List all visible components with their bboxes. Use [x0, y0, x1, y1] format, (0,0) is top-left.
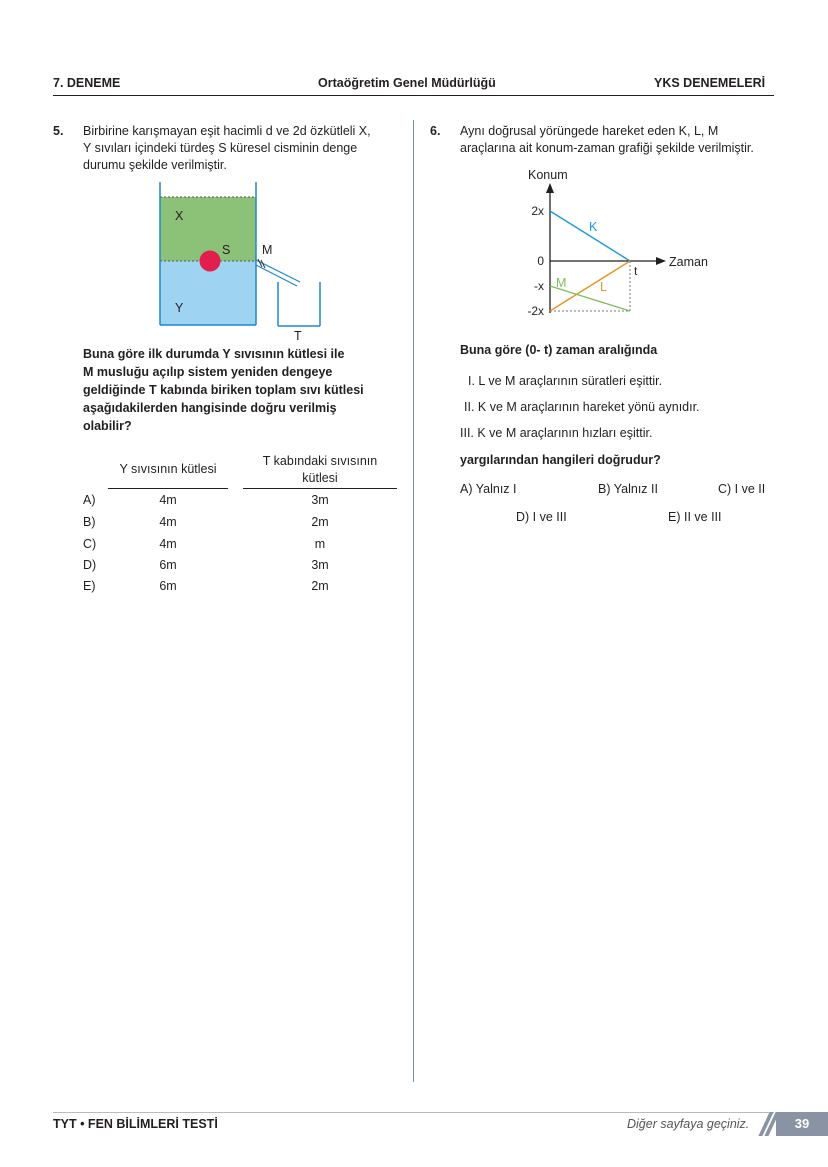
statement-2: II. K ve M araçlarının hareket yönü aynıdır.	[464, 400, 700, 414]
line-k	[550, 211, 630, 261]
tick-minus-x: -x	[534, 279, 544, 293]
q6-option-a[interactable]: A) Yalnız I	[460, 482, 517, 496]
q5-figure	[150, 180, 330, 342]
label-s: S	[222, 243, 231, 257]
option-a-label[interactable]: A)	[83, 493, 96, 507]
option-e-label[interactable]: E)	[83, 579, 96, 593]
tick-t: t	[634, 264, 638, 278]
option-b-t: 2m	[311, 515, 329, 529]
table-header-t-line1: T kabındaki sıvısının	[262, 454, 378, 468]
page-number: 39	[776, 1112, 828, 1136]
q5-question-line3: geldiğinde T kabında biriken toplam sıvı kütlesi	[83, 383, 364, 397]
sphere-s	[200, 251, 221, 272]
y-axis-arrow	[546, 183, 554, 193]
position-time-graph	[510, 163, 730, 325]
label-m: M	[262, 243, 273, 257]
option-c-t: m	[314, 537, 326, 551]
x-axis-arrow	[656, 257, 666, 265]
q6-option-c[interactable]: C) I ve II	[718, 482, 766, 496]
option-a-y: 4m	[159, 493, 177, 507]
q5-question-line2: M musluğu açılıp sistem yeniden dengeye	[83, 365, 333, 379]
label-x: X	[175, 209, 184, 223]
q6-option-e[interactable]: E) II ve III	[668, 510, 722, 524]
label-y: Y	[175, 301, 184, 315]
footer-rule	[53, 1112, 774, 1113]
table-header-y: Y sıvısının kütlesi	[119, 462, 217, 476]
header-right: YKS DENEMELERİ	[654, 76, 766, 90]
option-e-y: 6m	[159, 579, 177, 593]
tick-0: 0	[537, 254, 544, 268]
q5-stem-line1: Birbirine karışmayan eşit hacimli d ve 2d özkütleli X,	[83, 124, 371, 138]
q6-stem-line1: Aynı doğrusal yörüngede hareket eden K, L, M	[460, 124, 719, 138]
option-d-y: 6m	[159, 558, 177, 572]
q6-option-d[interactable]: D) I ve III	[516, 510, 567, 524]
footer-title: TYT • FEN BİLİMLERİ TESTİ	[53, 1117, 218, 1131]
table-header-t-line2: kütlesi	[302, 471, 338, 485]
option-e-t: 2m	[311, 579, 329, 593]
q6-option-b[interactable]: B) Yalnız II	[598, 482, 658, 496]
option-c-y: 4m	[159, 537, 177, 551]
tick-2x: 2x	[531, 204, 544, 218]
label-l: L	[600, 280, 607, 294]
header-rule	[53, 95, 774, 96]
x-axis-title: Zaman	[669, 255, 708, 269]
q6-number: 6.	[430, 124, 441, 138]
option-b-y: 4m	[159, 515, 177, 529]
label-t: T	[294, 329, 302, 342]
option-d-label[interactable]: D)	[83, 558, 97, 572]
q5-stem-line2: Y sıvıları içindeki türdeş S küresel cisminin denge	[83, 141, 358, 155]
y-axis-title: Konum	[528, 168, 568, 182]
q6-stem-line2: araçlarına ait konum-zaman grafiği şekilde verilmiştir.	[460, 141, 754, 155]
footer-next-page: Diğer sayfaya geçiniz.	[627, 1117, 750, 1131]
option-b-label[interactable]: B)	[83, 515, 96, 529]
q6-prompt: yargılarından hangileri doğrudur?	[460, 453, 661, 467]
table-rule-right	[243, 488, 397, 489]
header-left: 7. DENEME	[53, 76, 121, 90]
table-rule-left	[108, 488, 228, 489]
q5-stem-line3: durumu şekilde verilmiştir.	[83, 158, 227, 172]
label-k: K	[589, 220, 598, 234]
option-a-t: 3m	[311, 493, 329, 507]
tick-minus-2x: -2x	[527, 304, 544, 318]
column-divider	[413, 120, 414, 1082]
pipe-m-bottom	[256, 265, 297, 286]
q6-question: Buna göre (0- t) zaman aralığında	[460, 343, 658, 357]
q5-question-line4: aşağıdakilerden hangisinde doğru verilmiş	[83, 401, 337, 415]
q5-question-line1: Buna göre ilk durumda Y sıvısının kütlesi ile	[83, 347, 345, 361]
q5-number: 5.	[53, 124, 64, 138]
header-center: Ortaöğretim Genel Müdürlüğü	[318, 76, 496, 90]
statement-3: III. K ve M araçlarının hızları eşittir.	[460, 426, 653, 440]
q5-question-line5: olabilir?	[83, 419, 132, 433]
option-c-label[interactable]: C)	[83, 537, 97, 551]
label-m-line: M	[556, 276, 567, 290]
statement-1: I. L ve M araçlarının süratleri eşittir.	[468, 374, 663, 388]
option-d-t: 3m	[311, 558, 329, 572]
